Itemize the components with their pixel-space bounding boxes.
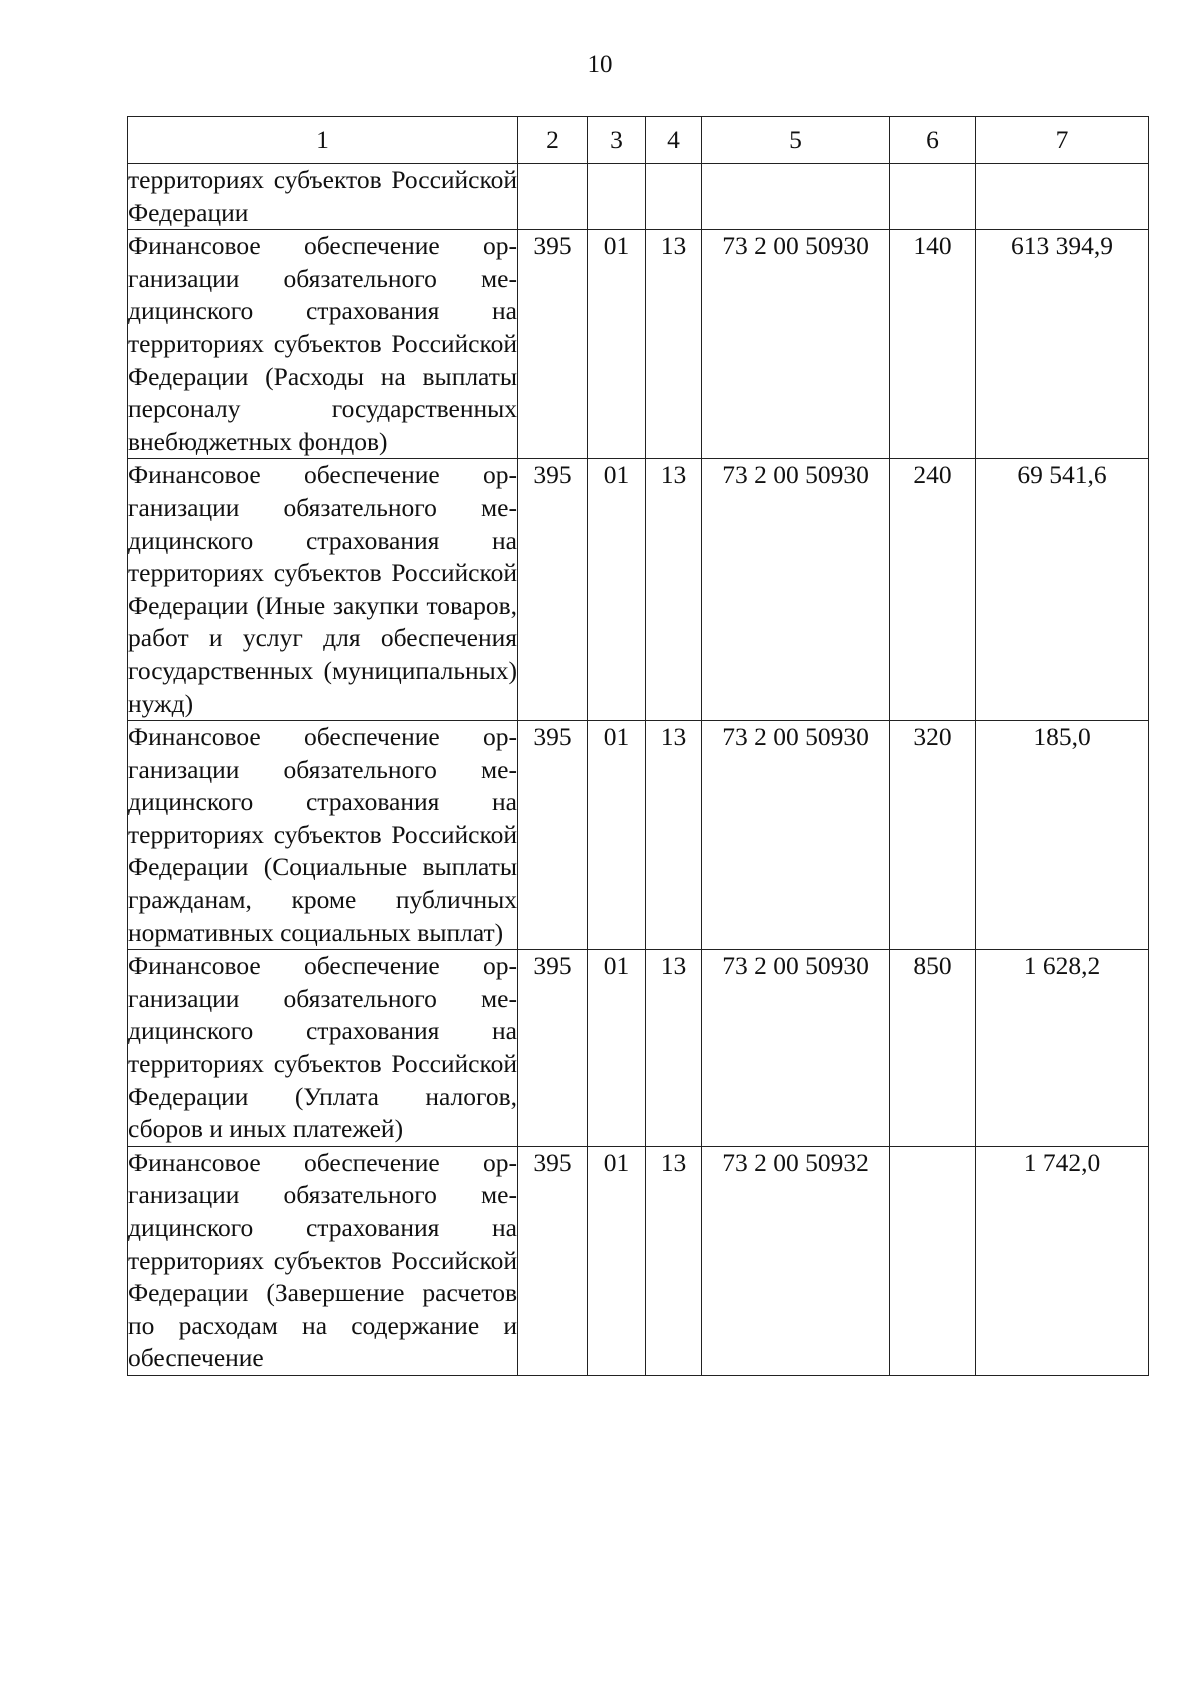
- row-expense-type: 320: [890, 721, 976, 950]
- header-col-4: 4: [646, 117, 702, 164]
- row-admin-code: 395: [518, 1146, 588, 1375]
- row-subsection: 13: [646, 1146, 702, 1375]
- header-col-5: 5: [702, 117, 890, 164]
- row-admin-code: 395: [518, 721, 588, 950]
- row-section: 01: [588, 1146, 646, 1375]
- row-admin-code: 395: [518, 459, 588, 721]
- row-amount: 185,0: [976, 721, 1149, 950]
- budget-table: [127, 116, 1149, 1376]
- row-subsection: 13: [646, 950, 702, 1147]
- header-col-1: 1: [128, 117, 518, 164]
- row-section: 01: [588, 950, 646, 1147]
- row-target-item: 73 2 00 50932: [702, 1146, 890, 1375]
- table-row: [128, 164, 1149, 230]
- header-col-6: 6: [890, 117, 976, 164]
- row-subsection: [646, 164, 702, 230]
- row-name: Финансовое обеспечение организации обязательного медицинского страхования на территориях субъектов Российской Федерации (Уплата налогов, сборов и иных платежей): [128, 950, 518, 1147]
- table-row: [128, 459, 1149, 721]
- row-name: Финансовое обеспечение организации обязательного медицинского страхования на территориях субъектов Российской Федерации (Социальные выплаты гражданам, кроме публичных нормативных социальных выплат): [128, 721, 518, 950]
- row-section: 01: [588, 459, 646, 721]
- row-name: Финансовое обеспечение организации обязательного медицинского страхования на территориях субъектов Российской Федерации (Расходы на выплаты персоналу государственных внебюджетных фондов): [128, 230, 518, 459]
- row-amount: [976, 164, 1149, 230]
- row-admin-code: 395: [518, 950, 588, 1147]
- row-expense-type: 850: [890, 950, 976, 1147]
- row-name: Финансовое обеспечение организации обязательного медицинского страхования на территориях субъектов Российской Федерации (Иные закупки товаров, работ и услуг для обеспечения государственных (муниципальных) нужд): [128, 459, 518, 721]
- row-section: [588, 164, 646, 230]
- row-section: 01: [588, 721, 646, 950]
- table-row: [128, 950, 1149, 1147]
- row-expense-type: 240: [890, 459, 976, 721]
- row-amount: 1 742,0: [976, 1146, 1149, 1375]
- row-admin-code: 395: [518, 230, 588, 459]
- row-target-item: 73 2 00 50930: [702, 721, 890, 950]
- row-target-item: 73 2 00 50930: [702, 459, 890, 721]
- table-row: [128, 1146, 1149, 1375]
- row-name: Финансовое обеспечение организации обязательного медицинского страхования на территориях субъектов Российской Федерации (Завершение расчетов по расходам на содержание и обеспечение: [128, 1146, 518, 1375]
- row-expense-type: [890, 164, 976, 230]
- row-target-item: 73 2 00 50930: [702, 950, 890, 1147]
- row-admin-code: [518, 164, 588, 230]
- row-section: 01: [588, 230, 646, 459]
- row-expense-type: [890, 1146, 976, 1375]
- row-subsection: 13: [646, 721, 702, 950]
- header-row: [128, 117, 1149, 164]
- row-expense-type: 140: [890, 230, 976, 459]
- row-amount: 69 541,6: [976, 459, 1149, 721]
- page-number: 10: [587, 51, 613, 78]
- table-row: [128, 721, 1149, 950]
- row-amount: 1 628,2: [976, 950, 1149, 1147]
- header-col-3: 3: [588, 117, 646, 164]
- row-amount: 613 394,9: [976, 230, 1149, 459]
- row-subsection: 13: [646, 230, 702, 459]
- row-subsection: 13: [646, 459, 702, 721]
- header-col-7: 7: [976, 117, 1149, 164]
- row-target-item: 73 2 00 50930: [702, 230, 890, 459]
- header-col-2: 2: [518, 117, 588, 164]
- row-name: территориях субъектов Российской Федерации: [128, 164, 518, 230]
- row-target-item: [702, 164, 890, 230]
- table-row: [128, 230, 1149, 459]
